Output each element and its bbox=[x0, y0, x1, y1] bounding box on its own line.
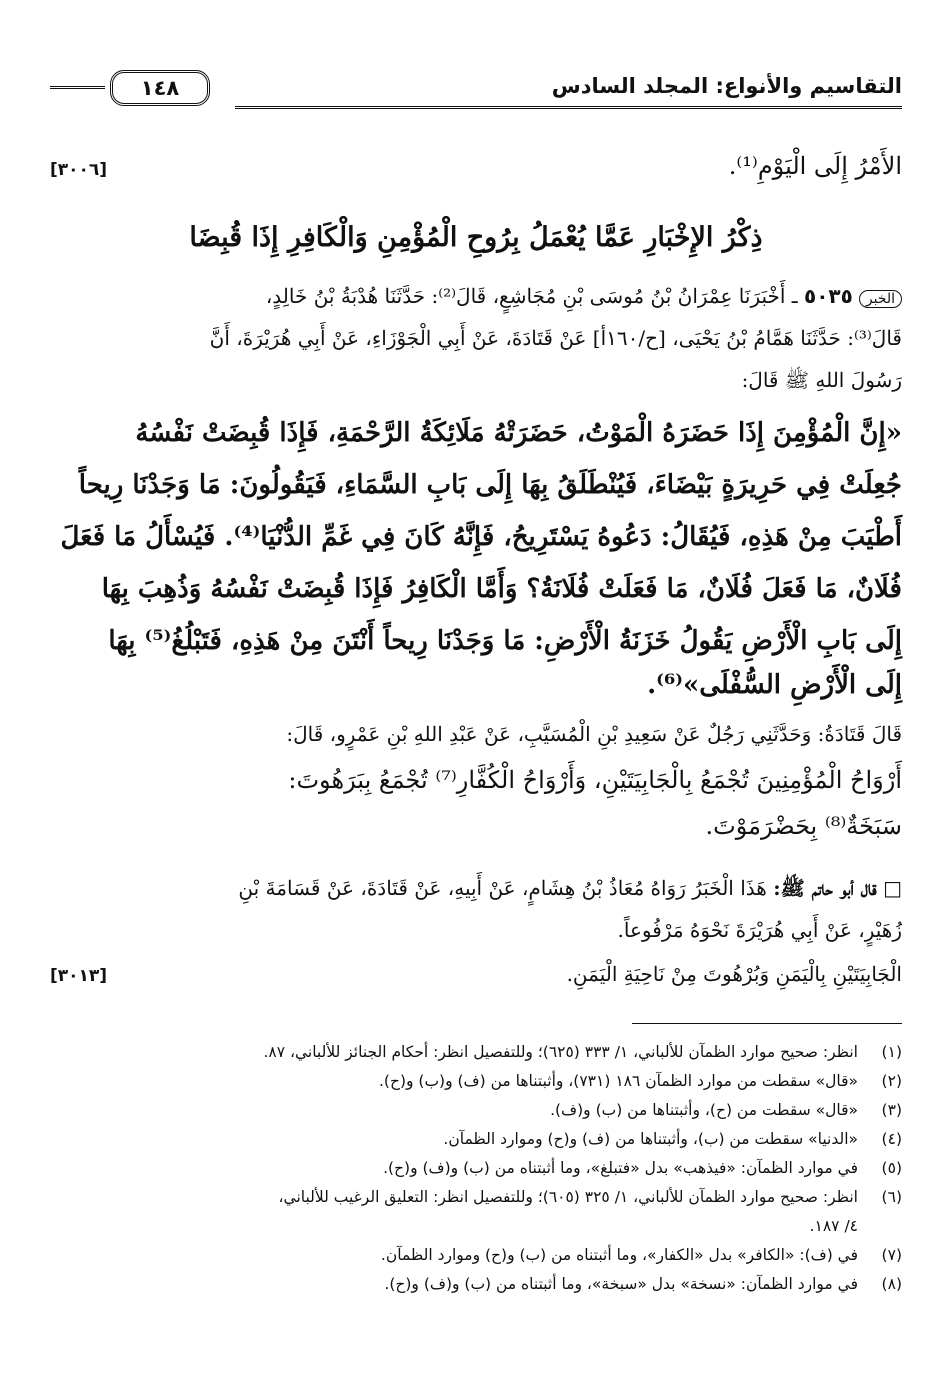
comment-line: زُهَيْرٍ، عَنْ أَبِي هُرَيْرَةَ نَحْوَهُ مَرْفُوعاً. bbox=[617, 918, 902, 942]
square-bullet-icon: □ bbox=[883, 876, 902, 900]
footnote bbox=[50, 1067, 902, 1096]
continuation-line: الأَمْرُ إِلَى الْيَوْمِ⁽¹⁾. bbox=[728, 152, 902, 180]
qatada-text-line: سَبَخَةٌ⁽⁸⁾ بِحَضْرَمَوْتَ. bbox=[705, 812, 902, 840]
page-number: ١٤٨ bbox=[110, 70, 210, 106]
isnad-line: رَسُولَ اللهِ ﷺ قَالَ: bbox=[741, 368, 902, 392]
footnote-number: (٢) bbox=[881, 1072, 902, 1090]
qatada-intro: قَالَ قَتَادَةُ: وَحَدَّثَنِي رَجُلٌ عَنْ سَعِيدِ بْنِ الْمُسَيَّبِ، عَنْ عَبْدِ اللهِ بْنِ عَمْرٍو، قَالَ: bbox=[286, 722, 902, 746]
matn-line: أَطْيَبَ مِنْ هَذِهِ، فَيُقَالُ: دَعُوهُ يَسْتَرِيحُ، فَإِنَّهُ كَانَ فِي غَمِّ الدُّنْيَا⁽⁴⁾. فَيُسْأَلُ مَا فَعَلَ bbox=[60, 522, 902, 552]
comment-text: هَذَا الْخَبَرُ رَوَاهُ مُعَاذُ بْنُ هِشَامٍ، عَنْ أَبِيهِ، عَنْ قَتَادَةَ، عَنْ قَسَامَةَ بْنِ bbox=[238, 876, 767, 900]
comment-last-line: الْجَابِيَتَيْنِ بِالْيَمَنِ وَبُرْهُوتَ مِنْ نَاحِيَةِ الْيَمَنِ. bbox=[566, 962, 902, 986]
reference-number: [٣٠١٣] bbox=[50, 966, 108, 986]
isnad-text: ـ أَخْبَرَنَا عِمْرَانُ بْنُ مُوسَى بْنِ مُجَاشِعٍ، قَالَ⁽²⁾: حَدَّثَنَا هُدْبَةُ بْنُ خَالِدٍ، bbox=[265, 284, 798, 308]
footnote-continuation: ٤/ ١٨٧. bbox=[809, 1217, 858, 1235]
footnote bbox=[50, 1038, 902, 1067]
header-rule bbox=[235, 106, 902, 109]
comment-author: قال أبو حاتم ﷺ: bbox=[773, 876, 877, 900]
footnote-text: «قال» سقطت من (ح)، وأثبتناها من (ب) و(ف). bbox=[550, 1101, 858, 1119]
footnote-text: «الدنيا» سقطت من (ب)، وأثبتناها من (ف) و(ح) وموارد الظمآن. bbox=[443, 1130, 858, 1148]
footnote-text: «قال» سقطت من موارد الظمآن ١٨٦ (٧٣١)، وأثبتناها من (ف) و(ب) و(ح). bbox=[378, 1072, 858, 1090]
footnote bbox=[50, 1241, 902, 1270]
header-rule-left bbox=[50, 86, 105, 89]
reference-number: [٣٠٠٦] bbox=[50, 160, 108, 180]
isnad-line: قَالَ⁽³⁾: حَدَّثَنَا هَمَّامُ بْنُ يَحْيَى، [ح/١٦٠أ] عَنْ قَتَادَةَ، عَنْ أَبِي الْجَوْزَاءِ، عَنْ أَبِي هُرَيْرَةَ، أَنَّ bbox=[209, 326, 902, 350]
qatada-text-line: أَرْوَاحُ الْمُؤْمِنِينَ تُجْمَعُ بِالْجَابِيَتَيْنِ، وَأَرْوَاحُ الْكُفَّارِ⁽⁷⁾ تُجْمَعُ بِبَرَهُوتَ: bbox=[288, 766, 902, 794]
footnote-number: (١) bbox=[881, 1043, 902, 1061]
footnote-rule bbox=[632, 1023, 902, 1024]
footnote-text: في (ف): «الكافر» بدل «الكفار»، وما أثبتناه من (ب) و(ح) وموارد الظمآن. bbox=[380, 1246, 858, 1264]
footnote-number: (٦) bbox=[881, 1188, 902, 1206]
matn-line: إِلَى بَابِ الْأَرْضِ يَقُولُ خَزَنَةُ الْأَرْضِ: مَا وَجَدْنَا رِيحاً أَنْتَنَ مِنْ هَذِهِ، فَتَبْلُغُ⁽⁵⁾ بِهَا bbox=[108, 626, 902, 656]
matn-line: «إِنَّ الْمُؤْمِنَ إِذَا حَضَرَهُ الْمَوْتُ، حَضَرَتْهُ مَلَائِكَةُ الرَّحْمَةِ، فَإِذَا قُبِضَتْ نَفْسُهُ bbox=[135, 418, 902, 448]
isnad-line bbox=[50, 284, 902, 308]
footnote bbox=[50, 1096, 902, 1125]
footnote-text: انظر: صحيح موارد الظمآن للألباني، ١/ ٣٣٣ (٦٢٥)؛ وللتفصيل انظر: أحكام الجنائز للألباني، ٨٧. bbox=[263, 1043, 858, 1061]
footnote bbox=[50, 1183, 902, 1212]
footnote-text: في موارد الظمآن: «فيذهب» بدل «فتبلغ»، وما أثبتناه من (ب) و(ف) و(ح). bbox=[383, 1159, 858, 1177]
footnote-number: (٧) bbox=[881, 1246, 902, 1264]
footnote bbox=[50, 1270, 902, 1299]
footnote-text: في موارد الظمآن: «نسخة» بدل «سبخة»، وما أثبتناه من (ب) و(ف) و(ح). bbox=[384, 1275, 858, 1293]
footnote-number: (٣) bbox=[881, 1101, 902, 1119]
book-page bbox=[50, 0, 902, 1376]
matn-line: إِلَى الْأَرْضِ السُّفْلَى»⁽⁶⁾. bbox=[647, 670, 902, 700]
chapter-title: ذِكْرُ الإِخْبَارِ عَمَّا يُعْمَلُ بِرُوحِ الْمُؤْمِنِ وَالْكَافِرِ إِذَا قُبِضَا bbox=[189, 222, 763, 253]
running-header bbox=[50, 70, 902, 110]
footnote-number: (٥) bbox=[881, 1159, 902, 1177]
footnote-number: (٨) bbox=[881, 1275, 902, 1293]
comment-line bbox=[50, 876, 902, 905]
footnotes bbox=[50, 1038, 902, 1299]
footnote bbox=[50, 1154, 902, 1183]
footnote-number: (٤) bbox=[881, 1130, 902, 1148]
footnote-text: انظر: صحيح موارد الظمآن للألباني، ١/ ٣٢٥ (٦٠٥)؛ وللتفصيل انظر: التعليق الرغيب للألباني، bbox=[278, 1188, 858, 1206]
matn-line: فُلَانٌ، مَا فَعَلَ فُلَانٌ، مَا فَعَلَتْ فُلَانَةُ؟ وَأَمَّا الْكَافِرُ فَإِذَا قُبِضَتْ نَفْسُهُ وَذُهِبَ بِهَا bbox=[101, 574, 902, 604]
footnote bbox=[50, 1125, 902, 1154]
hadith-number: ٥٠٣٥ bbox=[804, 284, 853, 308]
khabar-ornament-icon: الخبر bbox=[859, 290, 902, 308]
matn-line: جُعِلَتْ فِي حَرِيرَةٍ بَيْضَاءَ، فَيُنْطَلَقُ بِهَا إِلَى بَابِ السَّمَاءِ، فَيَقُولُونَ: مَا وَجَدْنَا رِيحاً bbox=[78, 470, 902, 500]
running-header-title: التقاسيم والأنواع: المجلد السادس bbox=[551, 74, 902, 98]
